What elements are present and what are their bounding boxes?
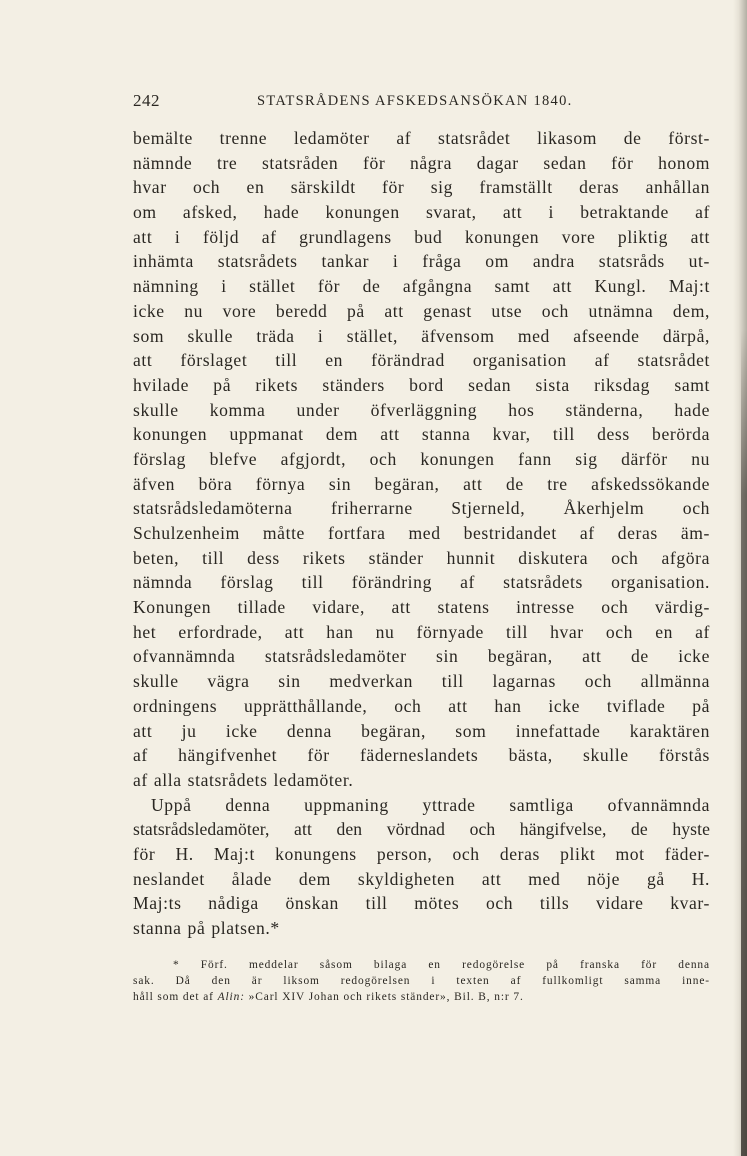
body-line: bemälte trenne ledamöter af statsrådet likasom de först- — [133, 128, 710, 148]
body-line: att ju icke denna begäran, som innefattade karaktären — [133, 720, 710, 741]
body-line: statsrådsledamöterna friherrarne Stjerneld, Åkerhjelm och — [133, 498, 710, 519]
body-line: förslag blefve afgjordt, och konungen fann sig därför nu — [133, 448, 710, 469]
body-line: beten, till dess rikets ständer hunnit diskutera och afgöra — [133, 547, 710, 568]
body-line: ordningens upprätthållande, och att han icke tviflade på — [133, 695, 710, 716]
footnote — [133, 957, 710, 1005]
footnote-line — [133, 989, 710, 1005]
body-line: hvar och en särskildt för sig framställt deras anhållan — [133, 177, 710, 198]
footnote-line: * Förf. meddelar såsom bilaga en redogörelse på franska för denna — [173, 959, 710, 971]
body-line: nämning i stället för de afgångna samt att Kungl. Maj:t — [133, 276, 710, 297]
footnote-text: »Carl XIV Johan och rikets ständer», Bil. B, n:r 7. — [244, 991, 524, 1003]
footnote-line: sak. Då den är liksom redogörelsen i texten af fullkomligt samma inne- — [133, 975, 710, 987]
body-line: skulle vägra sin medverkan till lagarnas och allmänna — [133, 671, 710, 692]
body-line: hvilade på rikets ständers bord sedan sista riksdag samt — [133, 374, 710, 395]
body-line: som skulle träda i stället, äfvensom med afseende därpå, — [133, 325, 710, 346]
body-line: Konungen tillade vidare, att statens intresse och värdig- — [133, 597, 710, 618]
body-line: nämnde tre statsråden för några dagar sedan för honom — [133, 152, 710, 173]
body-text — [133, 126, 710, 941]
body-line: konungen uppmanat dem att stanna kvar, till dess berörda — [133, 424, 710, 445]
body-line: inhämta statsrådets tankar i fråga om andra statsråds ut- — [133, 251, 710, 272]
footnote-text: håll som det af — [133, 991, 218, 1003]
page-edge-binding — [741, 330, 747, 1156]
page-number: 242 — [133, 91, 160, 110]
running-title: STATSRÅDENS AFSKEDSANSÖKAN 1840. — [257, 93, 573, 109]
body-line: nämnda förslag till förändring af statsrådets organisation. — [133, 572, 710, 593]
body-line: af hängifvenhet för fäderneslandets bästa, skulle förstås — [133, 745, 710, 766]
body-line: Uppå denna uppmaning yttrade samtliga ofvannämnda — [151, 794, 710, 815]
body-line: neslandet ålade dem skyldigheten att med nöje gå H. — [133, 868, 710, 889]
body-line: ofvannämnda statsrådsledamöter sin begäran, att de icke — [133, 646, 710, 667]
body-line: för H. Maj:t konungens person, och deras plikt mot fäder- — [133, 843, 710, 864]
body-line: af alla statsrådets ledamöter. — [133, 769, 354, 790]
body-line: att förslaget till en förändrad organisation af statsrådet — [133, 350, 710, 371]
body-line: het erfordrade, att han nu förnyade till hvar och en af — [133, 621, 710, 642]
body-line: Maj:ts nådiga önskan till mötes och tills vidare kvar- — [133, 893, 710, 914]
body-line: skulle komma under öfverläggning hos ständerna, hade — [133, 399, 710, 420]
body-line: om afsked, hade konungen svarat, att i betraktande af — [133, 202, 710, 223]
body-line: icke nu vore beredd på att genast utse och utnämna dem, — [133, 300, 710, 321]
body-line: Schulzenheim måtte fortfara med bestridandet af deras äm- — [133, 523, 710, 543]
page-header — [133, 91, 705, 115]
body-line: stanna på platsen.* — [133, 918, 280, 938]
body-line: äfven böra förnya sin begäran, att de tre afskedssökande — [133, 473, 710, 494]
body-line: statsrådsledamöter, att den vördnad och hängifvelse, de hyste — [133, 819, 710, 840]
footnote-author: Alin: — [217, 991, 245, 1003]
body-line: att i följd af grundlagens bud konungen vore pliktig att — [133, 226, 710, 247]
